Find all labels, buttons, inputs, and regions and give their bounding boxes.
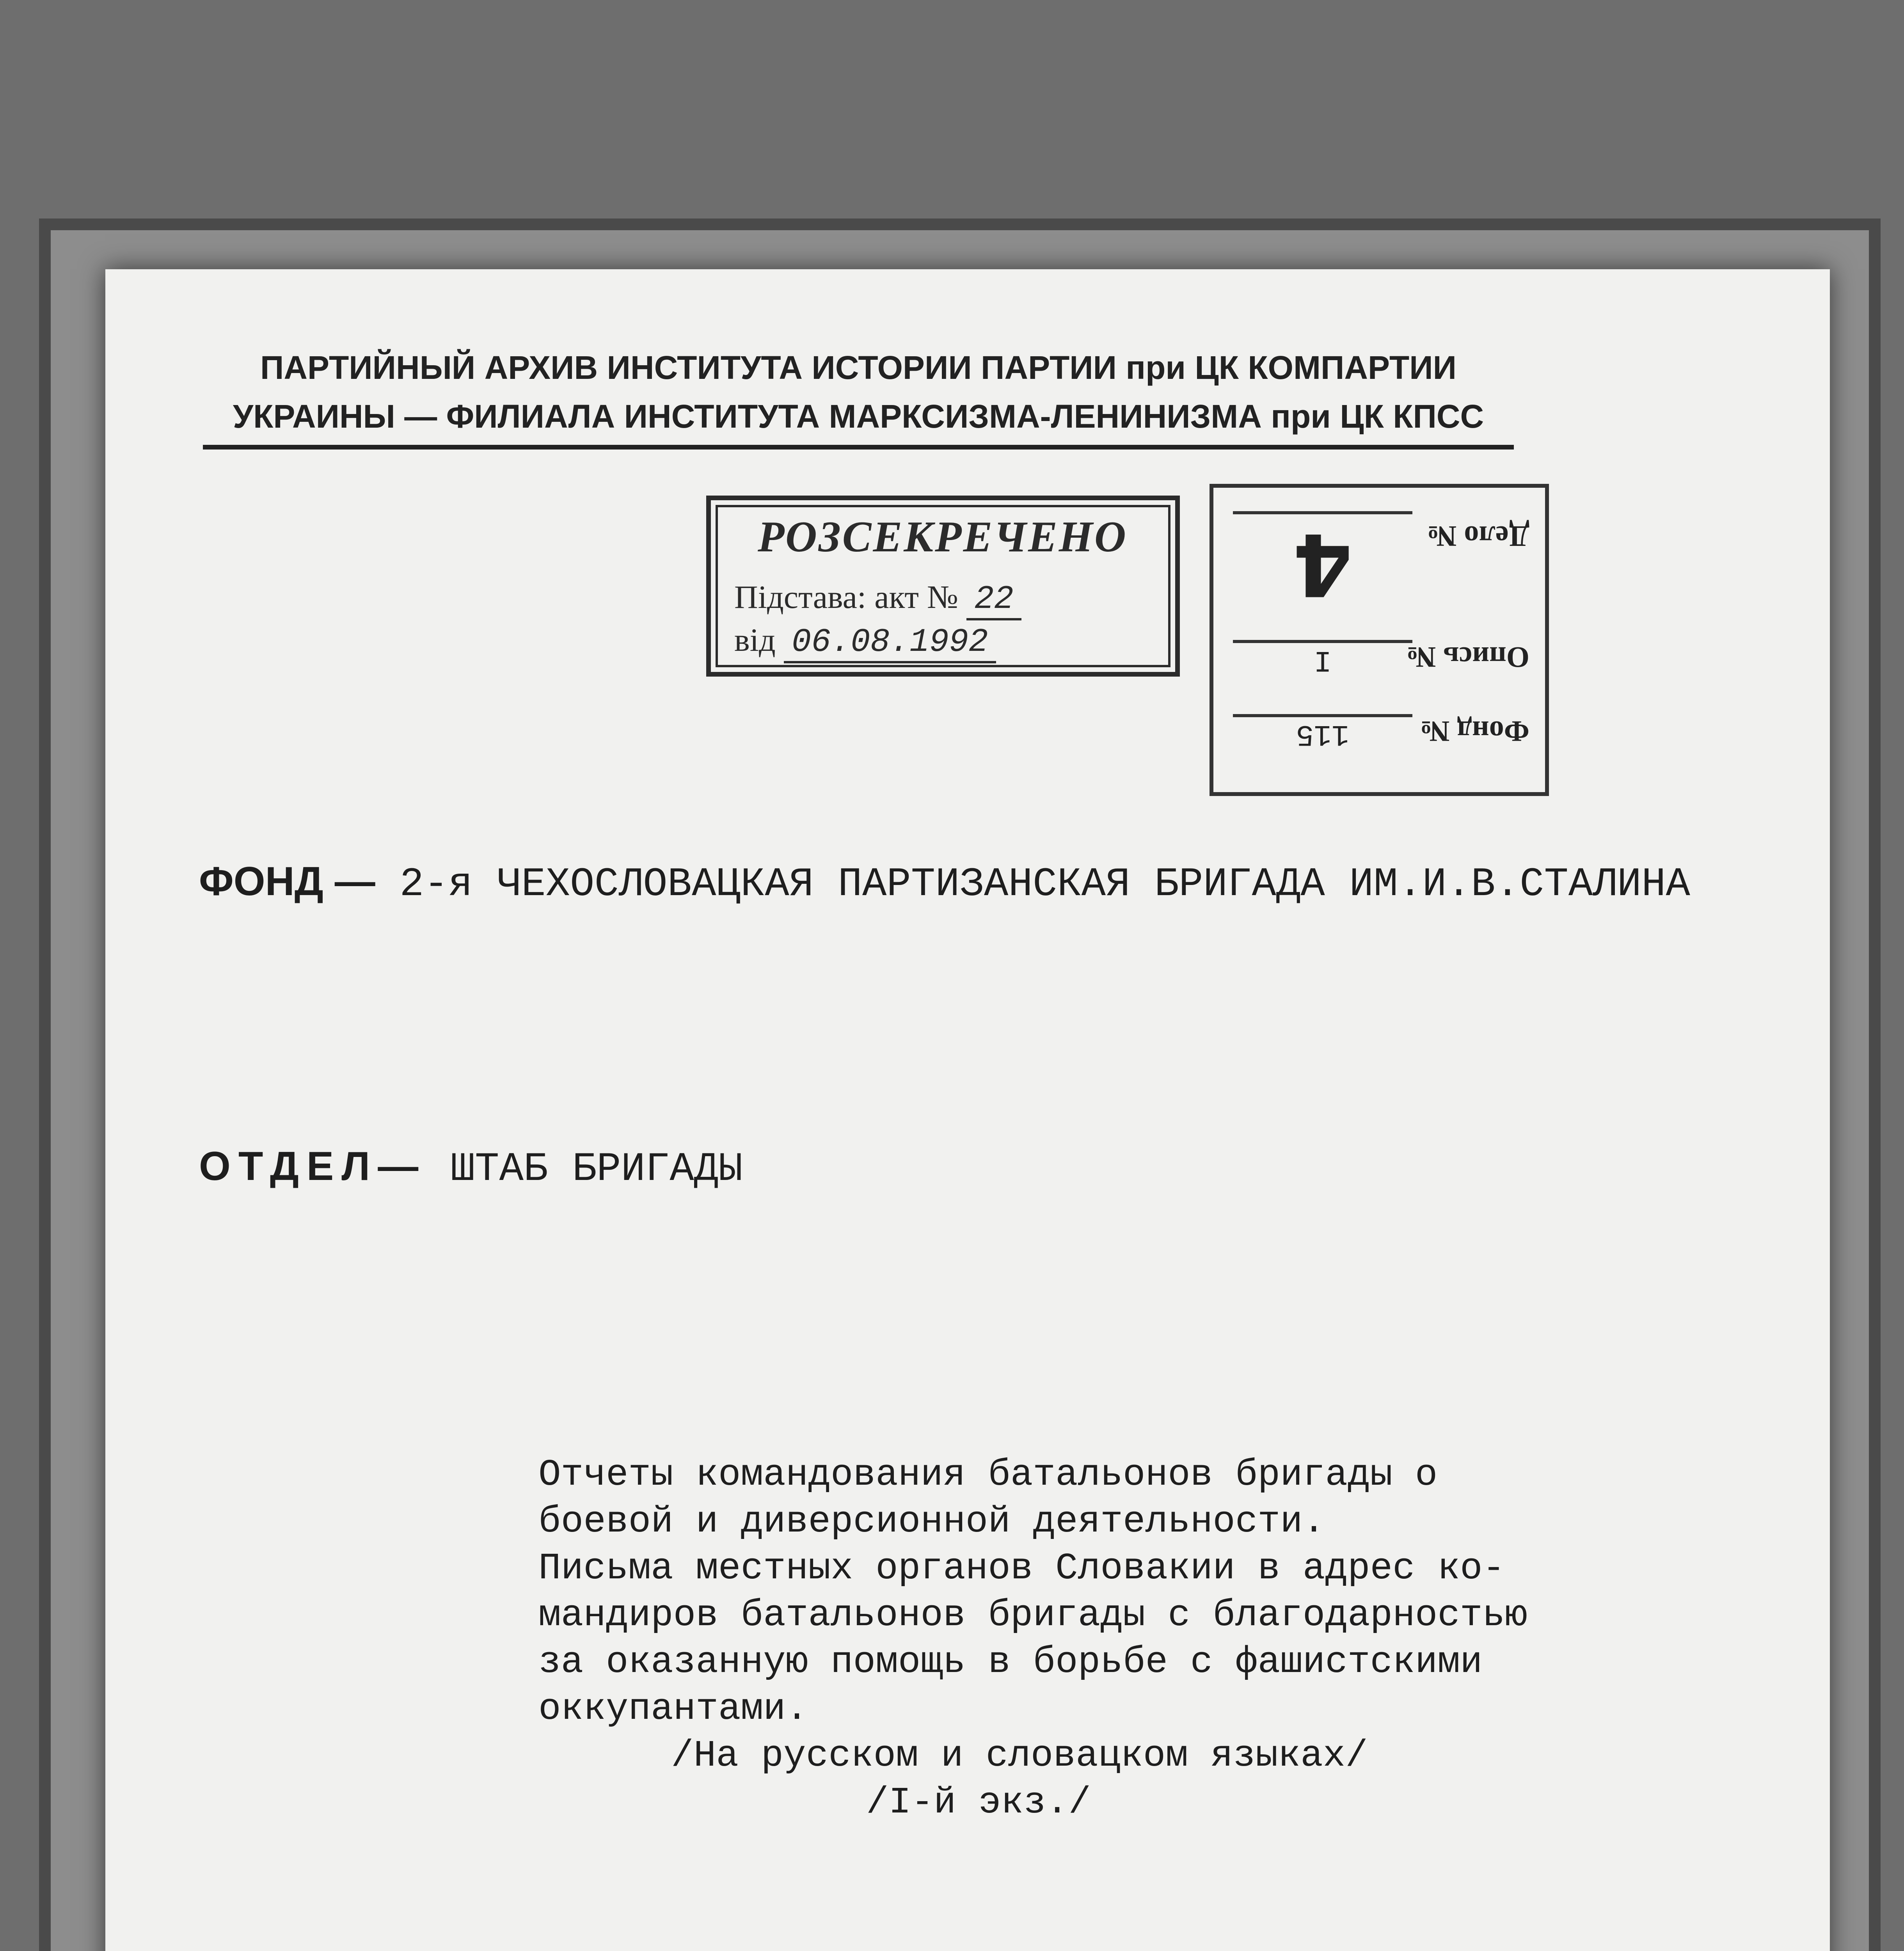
language-note: /На русском и словацком языках/ [671, 1734, 1368, 1777]
stamp-basis-value: 22 [966, 581, 1021, 620]
archive-header-line2: УКРАИНЫ — ФИЛИАЛА ИНСТИТУТА МАРКСИЗМА-ЛЕНИНИЗМА при ЦК КПСС [233, 398, 1484, 435]
top-delo-row [1233, 511, 1529, 613]
stamp-date-value: 06.08.1992 [784, 624, 996, 663]
fond-value: 2-я ЧЕХОСЛОВАЦКАЯ ПАРТИЗАНСКАЯ БРИГАДА ИМ.И.В.СТАЛИНА [400, 862, 1690, 908]
stamp-basis-label: Підстава: акт № [734, 579, 959, 615]
otdel-line [199, 1143, 743, 1192]
top-fond-row [1233, 706, 1529, 776]
archive-header [203, 343, 1514, 441]
description-line: Письма местных органов Словакии в адрес ко- [538, 1547, 1505, 1590]
top-delo-label: Дело № [1427, 520, 1529, 553]
stamp-date-row [734, 621, 996, 661]
stamp-basis-row [734, 578, 1021, 618]
top-fond-label: Фонд № [1420, 715, 1529, 748]
description-line: Отчеты командования батальонов бригады о [538, 1453, 1438, 1496]
file-description [538, 1452, 1527, 1826]
otdel-label: ОТДЕЛ— [199, 1144, 426, 1189]
top-fond-value: 115 [1233, 714, 1412, 751]
stamp-date-label: від [734, 622, 776, 658]
top-reference-box [1210, 484, 1549, 796]
header-rule [203, 445, 1514, 450]
description-line: оккупантами. [538, 1688, 808, 1730]
declassified-stamp [706, 496, 1180, 677]
fond-line [199, 858, 1690, 908]
top-opis-value: I [1233, 640, 1412, 677]
description-line: за оказанную помощь в борьбе с фашистскими [538, 1641, 1483, 1683]
top-opis-label: Опись № [1406, 641, 1529, 673]
copy-note: /I-й экз./ [866, 1781, 1091, 1824]
stamp-title: РОЗСЕКРЕЧЕНО [758, 513, 1128, 561]
archive-header-line1: ПАРТИЙНЫЙ АРХИВ ИНСТИТУТА ИСТОРИИ ПАРТИИ при ЦК КОМПАРТИИ [260, 349, 1456, 386]
description-line: мандиров батальонов бригады с благодарностью [538, 1594, 1527, 1636]
top-delo-value: 4 [1233, 511, 1412, 614]
top-opis-row [1233, 632, 1529, 702]
otdel-value: ШТАБ БРИГАДЫ [450, 1146, 743, 1192]
description-line: боевой и диверсионной деятельности. [538, 1500, 1325, 1543]
fond-label: ФОНД — [199, 859, 375, 904]
